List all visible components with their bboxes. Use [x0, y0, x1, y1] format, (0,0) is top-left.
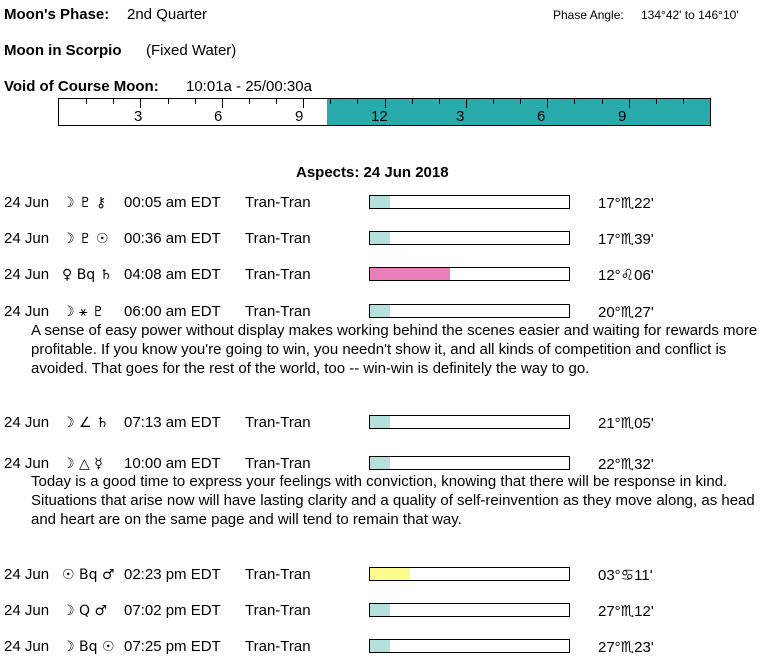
aspect-time: 07:13 am EDT — [124, 414, 221, 431]
aspect-strength-bar — [369, 639, 570, 653]
aspect-type: Tran-Tran — [245, 566, 311, 583]
aspect-interpretation: A sense of easy power without display makes working behind the scenes easier and waiting for rewards more profitable. If you know you're going to win, you needn't show it, and all kinds of competition and conflict is avoided. That goes for the rest of the world, too -- win-win is definitely the way to go. — [31, 322, 758, 377]
aspect-strength-fill — [370, 604, 390, 616]
timeline-label-6pm: 6 — [537, 108, 546, 125]
aspect-symbols: ☽ Q ♂ — [62, 603, 108, 619]
moon-phase-value: 2nd Quarter — [127, 6, 208, 23]
aspect-symbols: ☽ ∠ ♄ — [62, 415, 109, 431]
aspect-strength-bar — [369, 456, 570, 470]
aspect-strength-bar — [369, 231, 570, 245]
aspect-position: 17°♏39' — [598, 231, 654, 248]
aspect-time: 02:23 pm EDT — [124, 566, 221, 583]
aspect-time: 07:25 pm EDT — [124, 638, 221, 655]
aspect-date: 24 Jun — [4, 266, 50, 283]
aspect-position: 27°♏12' — [598, 603, 654, 620]
aspect-strength-fill — [370, 232, 390, 244]
aspect-symbols: ☽ ♇ ☉ — [62, 231, 109, 247]
aspect-date: 24 Jun — [4, 230, 50, 247]
aspect-position: 03°♋11' — [598, 567, 653, 584]
timeline-label-6am: 6 — [214, 108, 223, 125]
moon-sign-quality: (Fixed Water) — [146, 42, 237, 59]
aspect-type: Tran-Tran — [245, 230, 311, 247]
moon-phase-label: Moon's Phase: — [4, 6, 110, 23]
aspect-date: 24 Jun — [4, 638, 50, 655]
aspect-date: 24 Jun — [4, 455, 50, 472]
aspect-symbols: ☽ Bq ☉ — [62, 639, 115, 655]
aspect-strength-fill — [370, 268, 450, 280]
aspect-type: Tran-Tran — [245, 455, 311, 472]
aspect-time: 04:08 am EDT — [124, 266, 221, 283]
aspect-symbols: ☽ ♇ ⚷ — [62, 195, 107, 211]
aspect-position: 20°♏27' — [598, 304, 654, 321]
aspect-position: 22°♏32' — [598, 456, 654, 473]
aspect-strength-bar — [369, 567, 570, 581]
aspect-time: 00:36 am EDT — [124, 230, 221, 247]
aspect-strength-fill — [370, 196, 390, 208]
aspect-type: Tran-Tran — [245, 303, 311, 320]
aspect-strength-bar — [369, 603, 570, 617]
aspect-date: 24 Jun — [4, 414, 50, 431]
aspect-symbols: ☉ Bq ♂ — [62, 567, 115, 583]
aspect-strength-fill — [370, 640, 390, 652]
aspect-time: 00:05 am EDT — [124, 194, 221, 211]
timeline-label-3pm: 3 — [456, 108, 465, 125]
timeline-label-9pm: 9 — [618, 108, 627, 125]
aspect-type: Tran-Tran — [245, 266, 311, 283]
aspect-strength-fill — [370, 568, 410, 580]
aspect-strength-bar — [369, 267, 570, 281]
aspect-position: 21°♏05' — [598, 415, 654, 432]
aspect-type: Tran-Tran — [245, 638, 311, 655]
moon-sign-label: Moon in Scorpio — [4, 42, 122, 59]
timeline-label-12pm: 12 — [371, 108, 388, 125]
aspect-position: 12°♌06' — [598, 267, 654, 284]
aspect-strength-bar — [369, 415, 570, 429]
aspect-symbols: ☽ ⚹ ♇ — [62, 304, 105, 320]
aspect-time: 06:00 am EDT — [124, 303, 221, 320]
timeline-label-9am: 9 — [295, 108, 304, 125]
void-of-course-label: Void of Course Moon: — [4, 78, 159, 95]
phase-angle-label: Phase Angle: — [553, 8, 624, 22]
aspect-date: 24 Jun — [4, 194, 50, 211]
aspect-symbols: ♀ Bq ♄ — [62, 267, 113, 283]
aspect-strength-bar — [369, 195, 570, 209]
aspect-position: 17°♏22' — [598, 195, 654, 212]
phase-angle-value: 134°42' to 146°10' — [641, 8, 739, 22]
aspect-time: 10:00 am EDT — [124, 455, 221, 472]
aspect-strength-bar — [369, 304, 570, 318]
timeline-label-3am: 3 — [134, 108, 143, 125]
aspect-strength-fill — [370, 416, 390, 428]
aspect-symbols: ☽ △ ☿ — [62, 456, 103, 472]
aspect-strength-fill — [370, 305, 390, 317]
aspect-date: 24 Jun — [4, 303, 50, 320]
aspect-type: Tran-Tran — [245, 602, 311, 619]
aspect-date: 24 Jun — [4, 602, 50, 619]
aspect-position: 27°♏23' — [598, 639, 654, 656]
void-of-course-value: 10:01a - 25/00:30a — [186, 78, 312, 95]
aspect-date: 24 Jun — [4, 566, 50, 583]
aspect-interpretation: Today is a good time to express your feelings with conviction, knowing that there will be response in kind. Situations that arise now will have lasting clarity and a quality of self-reinvention as they move along, as head and heart are on the same page and will tend to remain that way. — [31, 473, 755, 528]
aspects-title: Aspects: 24 Jun 2018 — [296, 164, 449, 181]
aspect-type: Tran-Tran — [245, 194, 311, 211]
aspect-strength-fill — [370, 457, 390, 469]
aspect-time: 07:02 pm EDT — [124, 602, 221, 619]
aspect-type: Tran-Tran — [245, 414, 311, 431]
